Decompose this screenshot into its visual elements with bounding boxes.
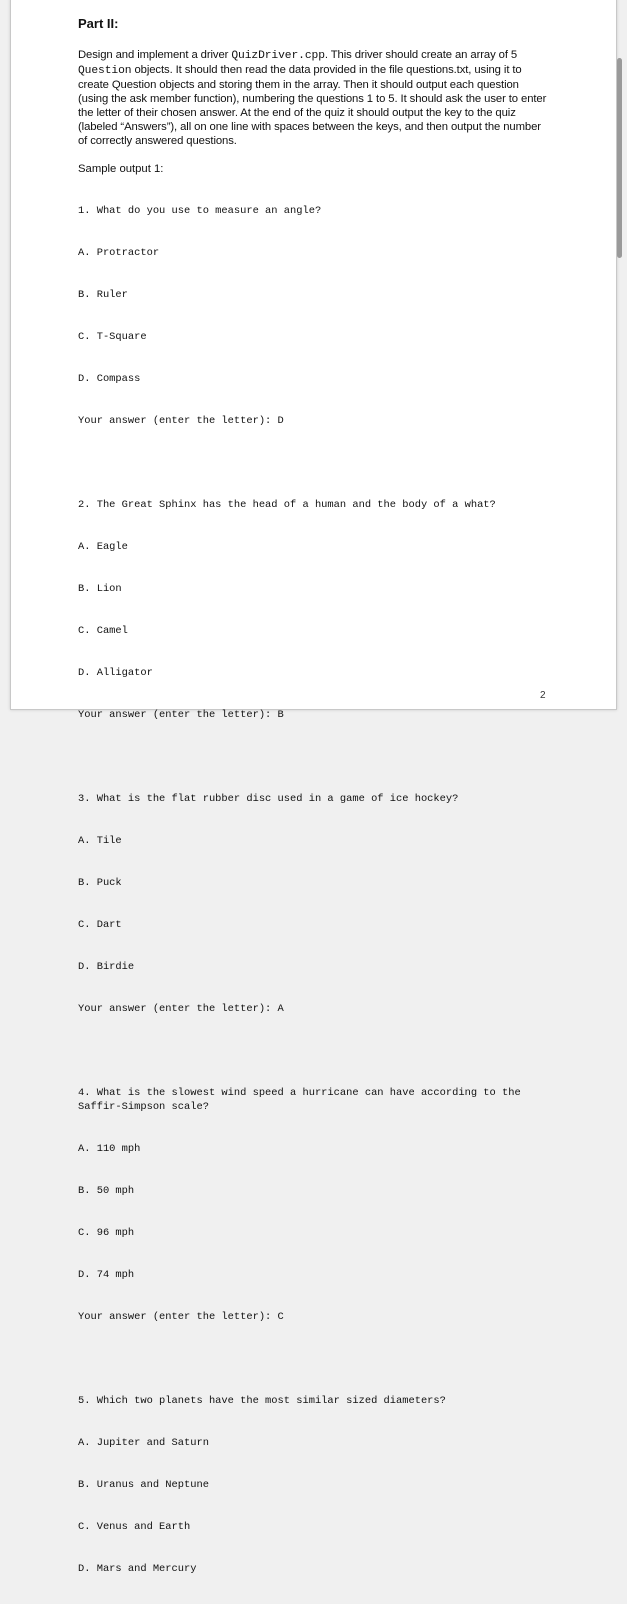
- question-prompt: 5. Which two planets have the most similar sized diameters?: [78, 1395, 446, 1407]
- answer-option: D. Alligator: [78, 667, 153, 679]
- answer-option: D. 74 mph: [78, 1269, 135, 1281]
- answer-option: B. 50 mph: [78, 1185, 135, 1197]
- answer-option: A. 110 mph: [78, 1143, 141, 1155]
- answer-option: D. Compass: [78, 373, 141, 385]
- vertical-scrollbar[interactable]: [617, 58, 622, 258]
- question-prompt: 3. What is the flat rubber disc used in a game of ice hockey?: [78, 793, 459, 805]
- question-block-1: [78, 176, 548, 456]
- answer-option: D. Mars and Mercury: [78, 1563, 197, 1575]
- page-number: 2: [540, 690, 546, 701]
- instructions-text-2: . This driver should create an array of 5: [324, 49, 518, 61]
- answer-option: A. Protractor: [78, 247, 160, 259]
- question-block-2: [78, 470, 548, 750]
- answer-option: B. Ruler: [78, 289, 128, 301]
- answer-option: C. Camel: [78, 625, 128, 637]
- user-answer-line: Your answer (enter the letter): D: [78, 415, 284, 427]
- user-answer-line: Your answer (enter the letter): A: [78, 1003, 284, 1015]
- answer-option: A. Tile: [78, 835, 122, 847]
- answer-option: D. Birdie: [78, 961, 135, 973]
- section-heading: Part II:: [78, 16, 119, 31]
- instructions-text-1: Design and implement a driver: [78, 49, 232, 61]
- question-block-4: [78, 1058, 548, 1352]
- answer-option: B. Puck: [78, 877, 122, 889]
- instructions-paragraph: [78, 48, 548, 148]
- user-answer-line: Your answer (enter the letter): B: [78, 709, 284, 721]
- question-prompt: 2. The Great Sphinx has the head of a human and the body of a what?: [78, 499, 496, 511]
- instructions-text-3: objects. It should then read the data provided in the file questions.txt, using it to create Question objects and storing them in the array. Then it should output each question (using the ask member function), numbering the questions 1 to 5. It should ask the user to enter the letter of their chosen answer. At the end of the quiz it should output the key to the quiz (labeled “Answers”), all on one line with spaces between the keys, and then output the number of correctly answered questions.: [78, 64, 547, 147]
- user-answer-line: Your answer (enter the letter): C: [78, 1311, 284, 1323]
- answer-option: B. Uranus and Neptune: [78, 1479, 209, 1491]
- answer-option: B. Lion: [78, 583, 122, 595]
- question-prompt: 1. What do you use to measure an angle?: [78, 205, 322, 217]
- answer-option: A. Eagle: [78, 541, 128, 553]
- question-prompt: 4. What is the slowest wind speed a hurricane can have according to the Saffir-Simpson scale?: [78, 1087, 527, 1113]
- answer-option: C. T-Square: [78, 331, 147, 343]
- answer-option: C. Venus and Earth: [78, 1521, 191, 1533]
- answer-option: A. Jupiter and Saturn: [78, 1437, 209, 1449]
- question-block-5: [78, 1366, 548, 1604]
- document-content: [78, 16, 548, 1604]
- answer-option: C. 96 mph: [78, 1227, 135, 1239]
- question-list: [78, 176, 548, 1604]
- answer-option: C. Dart: [78, 919, 122, 931]
- question-block-3: [78, 764, 548, 1044]
- code-classname: Question: [78, 65, 132, 77]
- code-filename: QuizDriver.cpp: [231, 50, 325, 62]
- sample-output-label: Sample output 1:: [78, 163, 164, 175]
